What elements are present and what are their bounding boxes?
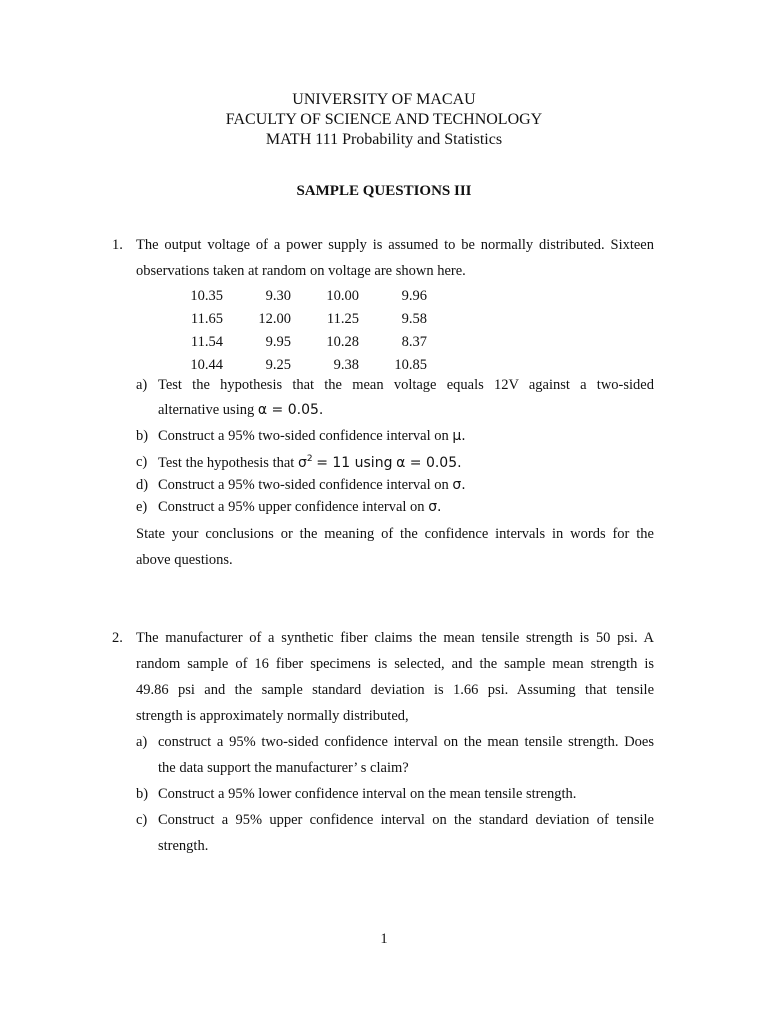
- sub-label: b): [136, 428, 149, 444]
- table-cell: 10.85: [394, 357, 427, 373]
- table-cell: 10.28: [326, 334, 359, 350]
- table-cell: 11.25: [326, 311, 359, 327]
- math-expression: α = 0.05.: [396, 455, 462, 471]
- sub-question-text: [158, 428, 466, 445]
- sub-label: a): [136, 377, 148, 393]
- question-text: The manufacturer of a synthetic fiber claims the mean tensile strength is 50 psi. A: [136, 630, 654, 646]
- sub-label: a): [136, 734, 148, 750]
- table-cell: 9.30: [265, 288, 291, 304]
- table-cell: 11.65: [190, 311, 223, 327]
- sub-question-text: Construct a 95% lower confidence interval on the mean tensile strength.: [158, 786, 577, 802]
- table-cell: 9.95: [265, 334, 291, 350]
- table-cell: 8.37: [401, 334, 427, 350]
- voltage-table: [160, 285, 427, 377]
- math-expression: [298, 455, 313, 471]
- table-cell: 9.96: [401, 288, 427, 304]
- sub-label: c): [136, 454, 148, 470]
- table-row: [160, 354, 427, 377]
- sub-question-text: Test the hypothesis that the mean voltage equals 12V against a two-sided: [158, 377, 654, 393]
- text-fragment: Construct a 95% two-sided confidence interval on: [158, 428, 449, 444]
- faculty-name: FACULTY OF SCIENCE AND TECHNOLOGY: [225, 111, 543, 128]
- math-expression: σ.: [452, 477, 466, 493]
- table-cell: 9.25: [265, 357, 291, 373]
- question-text: The output voltage of a power supply is assumed to be normally distributed. Sixteen: [136, 237, 654, 253]
- table-cell: 10.00: [326, 288, 359, 304]
- table-cell: 10.44: [190, 357, 223, 373]
- course-name: MATH 111 Probability and Statistics: [265, 131, 503, 148]
- text-fragment: Construct a 95% upper confidence interval on: [158, 499, 425, 515]
- text-fragment: alternative using: [158, 402, 255, 418]
- conclusion-text: above questions.: [136, 552, 233, 568]
- conclusion-text: State your conclusions or the meaning of the confidence intervals in words for the: [136, 526, 654, 542]
- table-cell: 9.38: [333, 357, 359, 373]
- math-expression: = 11 using: [316, 455, 393, 471]
- sub-label: b): [136, 786, 149, 802]
- question-text: random sample of 16 fiber specimens is selected, and the sample mean strength is: [136, 656, 654, 672]
- sigma-symbol: σ: [297, 455, 307, 471]
- sub-label: d): [136, 477, 149, 493]
- sub-label: e): [136, 499, 148, 515]
- question-number: 2.: [112, 630, 123, 646]
- text-fragment: Test the hypothesis that: [158, 455, 295, 471]
- sub-question-text: [158, 477, 466, 494]
- text-fragment: Construct a 95% two-sided confidence interval on: [158, 477, 449, 493]
- table-row: [160, 331, 427, 354]
- math-expression: α = 0.05.: [257, 402, 324, 418]
- sub-question-text: strength.: [158, 838, 209, 854]
- table-cell: 12.00: [258, 311, 291, 327]
- sub-question-text: [158, 402, 323, 419]
- table-cell: 9.58: [401, 311, 427, 327]
- table-cell: 10.35: [190, 288, 223, 304]
- sub-label: c): [136, 812, 148, 828]
- question-number: 1.: [112, 237, 123, 253]
- math-expression: σ.: [428, 499, 442, 515]
- table-row: [160, 308, 427, 331]
- sub-question-text: [158, 454, 462, 472]
- sub-question-text: Construct a 95% upper confidence interval on the standard deviation of tensile: [158, 812, 654, 828]
- sub-question-text: the data support the manufacturer’ s claim?: [158, 760, 409, 776]
- table-row: [160, 285, 427, 308]
- question-text: strength is approximately normally distributed,: [136, 708, 409, 724]
- university-name: UNIVERSITY OF MACAU: [292, 91, 476, 108]
- sub-question-text: construct a 95% two-sided confidence interval on the mean tensile strength. Does: [158, 734, 654, 750]
- table-cell: 11.54: [190, 334, 223, 350]
- page-number: 1: [380, 931, 388, 947]
- question-text: observations taken at random on voltage are shown here.: [136, 263, 466, 279]
- sub-question-text: [158, 499, 442, 516]
- math-expression: μ.: [452, 428, 466, 444]
- question-text: 49.86 psi and the sample standard deviation is 1.66 psi. Assuming that tensile: [136, 682, 654, 698]
- page-title: SAMPLE QUESTIONS III: [296, 183, 472, 199]
- exponent: 2: [306, 454, 313, 464]
